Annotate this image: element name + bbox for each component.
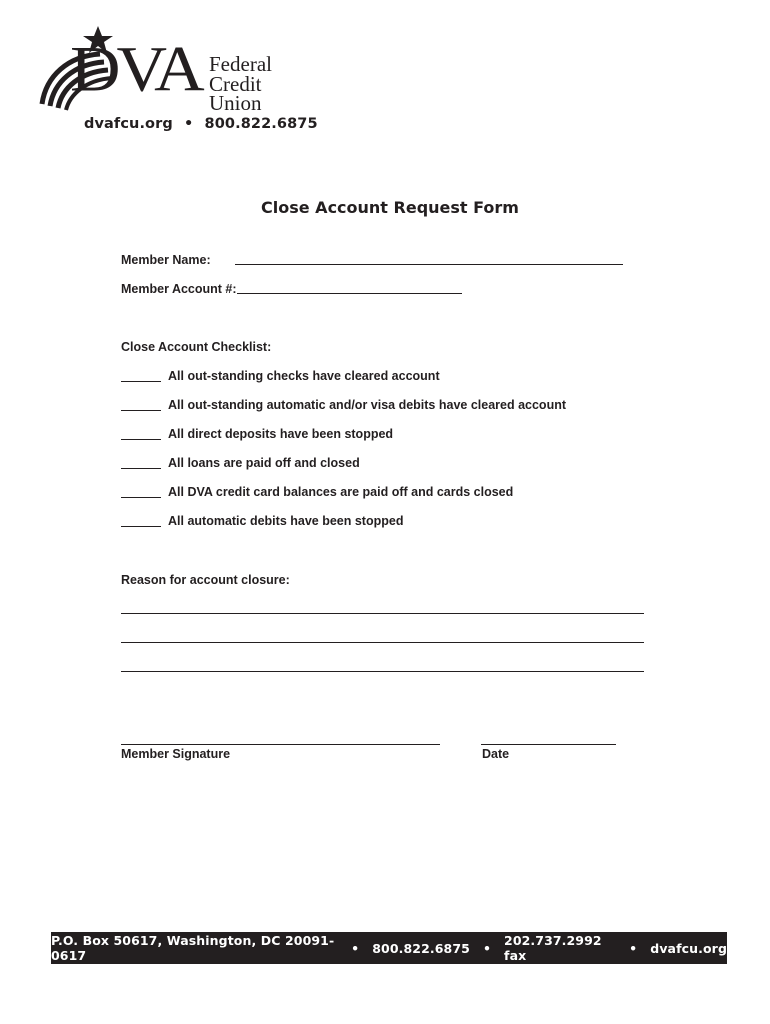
checklist-blank[interactable]: [121, 410, 161, 411]
date-label: Date: [482, 747, 510, 761]
footer-separator: •: [482, 940, 492, 956]
form-title: Close Account Request Form: [261, 198, 519, 217]
footer-address: P.O. Box 50617, Washington, DC 20091-0617: [51, 933, 335, 963]
checklist-blank[interactable]: [121, 439, 161, 440]
checklist-blank[interactable]: [121, 526, 161, 527]
footer-website[interactable]: dvafcu.org: [650, 940, 727, 956]
footer-separator: •: [351, 940, 360, 956]
checklist-heading: Close Account Checklist:: [121, 340, 272, 354]
checklist-blank[interactable]: [121, 497, 161, 498]
checklist-blank[interactable]: [121, 381, 161, 382]
header-phone: 800.822.6875: [204, 116, 318, 132]
checklist-item: All DVA credit card balances are paid off and cards closed: [168, 485, 514, 499]
footer-phone: 800.822.6875: [372, 940, 470, 956]
header-website[interactable]: dvafcu.org: [84, 116, 173, 132]
checklist-blank[interactable]: [121, 468, 161, 469]
checklist-item: All automatic debits have been stopped: [168, 514, 404, 528]
logo-word-federal: Federal: [209, 52, 272, 76]
signature-label: Member Signature: [121, 747, 231, 761]
footer-fax: 202.737.2992 fax: [504, 933, 602, 963]
reason-line[interactable]: [121, 671, 644, 672]
logo-dva-text: DVA: [70, 34, 201, 106]
checklist-item: All out-standing checks have cleared account: [168, 369, 440, 383]
reason-label: Reason for account closure:: [121, 573, 290, 587]
member-account-label: Member Account #:: [121, 282, 237, 296]
footer-separator: •: [629, 940, 638, 956]
reason-line[interactable]: [121, 642, 644, 643]
logo-word-credit: Credit: [209, 72, 262, 96]
footer-bar: [51, 932, 727, 964]
member-account-field[interactable]: [237, 293, 462, 294]
reason-line[interactable]: [121, 613, 644, 614]
checklist-item: All direct deposits have been stopped: [168, 427, 394, 441]
checklist-item: All loans are paid off and closed: [168, 456, 360, 470]
checklist-item: All out-standing automatic and/or visa debits have cleared account: [168, 398, 567, 412]
member-name-field[interactable]: [235, 264, 623, 265]
date-line[interactable]: [481, 744, 616, 745]
logo-word-union: Union: [209, 91, 262, 115]
header-separator: •: [184, 116, 194, 132]
member-name-label: Member Name:: [121, 253, 211, 267]
signature-line[interactable]: [121, 744, 440, 745]
header-contact: [84, 116, 318, 132]
